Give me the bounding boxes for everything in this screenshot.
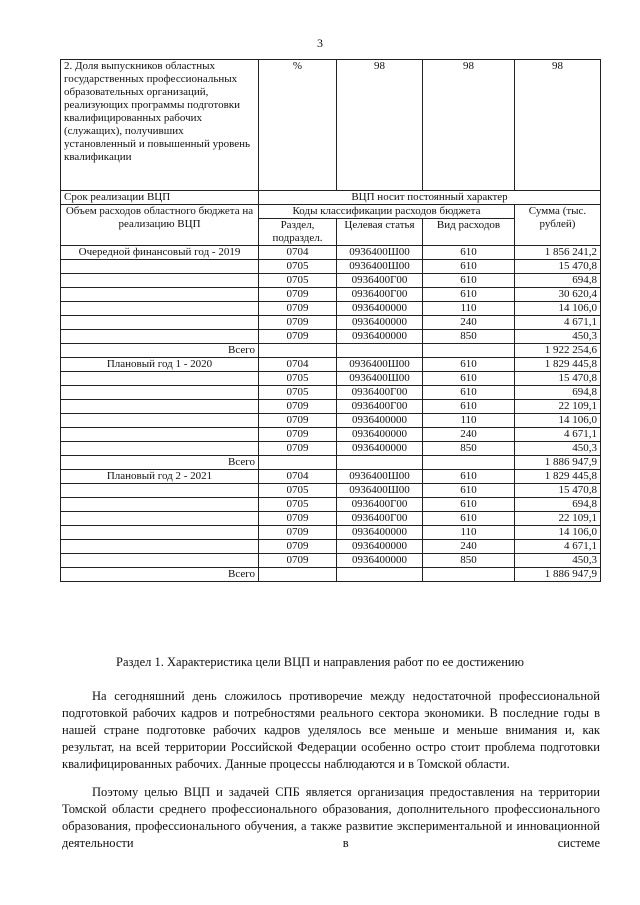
- expense-type: 240: [423, 428, 515, 442]
- period-empty: [61, 512, 259, 526]
- target-code: 0936400Ш00: [337, 372, 423, 386]
- expense-type: 610: [423, 512, 515, 526]
- section-code: 0704: [259, 246, 337, 260]
- target-code: 0936400Ш00: [337, 484, 423, 498]
- table-row: [61, 386, 601, 400]
- table-row: [61, 302, 601, 316]
- table-row: [61, 400, 601, 414]
- amount: 450,3: [515, 330, 601, 344]
- amount: 450,3: [515, 442, 601, 456]
- period-label: Плановый год 2 - 2021: [61, 470, 259, 484]
- term-value: ВЦП носит постоянный характер: [259, 191, 601, 205]
- indicator-value: 98: [515, 60, 601, 191]
- expense-type: 240: [423, 540, 515, 554]
- paragraph-1: На сегодняшний день сложилось противоречие между недостаточной профессиональной подготовкой рабочих кадров и потребностями реального сектора экономики. В последние годы в нашей стране подготовке рабочих кадров уделялось все меньше и меньше внимания и, как результат, на всей территории Российской Федерации особенно остро стоит проблема подготовки квалифицированных рабочих. Данные процессы наблюдаются и в Томской области.: [62, 689, 600, 771]
- expense-type: 610: [423, 246, 515, 260]
- table-row: [61, 512, 601, 526]
- table-row: [61, 484, 601, 498]
- expense-type: 610: [423, 358, 515, 372]
- amount: 694,8: [515, 274, 601, 288]
- section-code: 0709: [259, 288, 337, 302]
- expense-type: 610: [423, 274, 515, 288]
- expense-type: 610: [423, 498, 515, 512]
- table-row: [61, 260, 601, 274]
- target-code: 0936400Ш00: [337, 358, 423, 372]
- total-amount: 1 886 947,9: [515, 568, 601, 582]
- total-empty: [259, 456, 337, 470]
- section-code: 0709: [259, 442, 337, 456]
- expense-type: 850: [423, 330, 515, 344]
- codes-header: Коды классификации расходов бюджета: [259, 205, 515, 219]
- period-label: Плановый год 1 - 2020: [61, 358, 259, 372]
- total-empty: [259, 344, 337, 358]
- term-row: [61, 191, 601, 205]
- section-code: 0709: [259, 428, 337, 442]
- period-empty: [61, 260, 259, 274]
- budget-table-body: [61, 60, 601, 582]
- total-label: Всего: [61, 456, 259, 470]
- indicator-name: 2. Доля выпускников областных государственных профессиональных образовательных организаций, реализующих программы подготовки квалифицированных рабочих (служащих), получивших установленный и повышенный уровень квалификации: [61, 60, 259, 191]
- table-row: [61, 470, 601, 484]
- section-title: Раздел 1. Характеристика цели ВЦП и направления работ по ее достижению: [116, 655, 524, 669]
- section-code: 0705: [259, 260, 337, 274]
- expense-type: 610: [423, 260, 515, 274]
- expense-type: 240: [423, 316, 515, 330]
- paragraph-2: Поэтому целью ВЦП и задачей СПБ является организация предоставления на территории Томской области среднего профессионального образования, дополнительного профессионального образования, профессионального обучения, а также развитие экспериментальной и инновационной деятельности в системе: [62, 785, 600, 850]
- table-row: [61, 540, 601, 554]
- section-code: 0709: [259, 400, 337, 414]
- total-empty: [337, 456, 423, 470]
- section-code: 0709: [259, 316, 337, 330]
- total-amount: 1 922 254,6: [515, 344, 601, 358]
- period-empty: [61, 526, 259, 540]
- indicator-unit: %: [259, 60, 337, 191]
- expense-type: 610: [423, 484, 515, 498]
- section-code: 0709: [259, 512, 337, 526]
- amount: 15 470,8: [515, 260, 601, 274]
- section-code: 0705: [259, 386, 337, 400]
- amount: 22 109,1: [515, 400, 601, 414]
- target-code: 0936400000: [337, 540, 423, 554]
- period-empty: [61, 330, 259, 344]
- table-row: [61, 316, 601, 330]
- expense-type: 610: [423, 470, 515, 484]
- section-code: 0709: [259, 414, 337, 428]
- period-empty: [61, 400, 259, 414]
- period-empty: [61, 540, 259, 554]
- target-code: 0936400Ш00: [337, 470, 423, 484]
- indicator-value: 98: [337, 60, 423, 191]
- section-code: 0705: [259, 274, 337, 288]
- period-empty: [61, 302, 259, 316]
- amount: 694,8: [515, 386, 601, 400]
- target-code: 0936400Ш00: [337, 246, 423, 260]
- indicator-row: [61, 60, 601, 191]
- expense-type: 110: [423, 526, 515, 540]
- period-empty: [61, 288, 259, 302]
- table-row: [61, 330, 601, 344]
- header-row: [61, 205, 601, 219]
- target-code: 0936400000: [337, 302, 423, 316]
- amount: 15 470,8: [515, 372, 601, 386]
- expense-type: 610: [423, 372, 515, 386]
- section-header: Раздел, подраздел.: [259, 219, 337, 246]
- table-row: [61, 414, 601, 428]
- period-empty: [61, 554, 259, 568]
- period-empty: [61, 428, 259, 442]
- total-empty: [423, 456, 515, 470]
- amount: 694,8: [515, 498, 601, 512]
- period-empty: [61, 316, 259, 330]
- expense-type: 110: [423, 414, 515, 428]
- volume-header: Объем расходов областного бюджета на реализацию ВЦП: [61, 205, 259, 246]
- target-code: 0936400000: [337, 442, 423, 456]
- page-number: 3: [317, 36, 323, 50]
- total-row: [61, 568, 601, 582]
- total-row: [61, 344, 601, 358]
- table-row: [61, 554, 601, 568]
- target-code: 0936400Г00: [337, 274, 423, 288]
- expense-type: 610: [423, 400, 515, 414]
- total-empty: [259, 568, 337, 582]
- total-row: [61, 456, 601, 470]
- total-label: Всего: [61, 344, 259, 358]
- period-empty: [61, 386, 259, 400]
- period-empty: [61, 274, 259, 288]
- section-code: 0709: [259, 554, 337, 568]
- target-code: 0936400000: [337, 428, 423, 442]
- section-code: 0704: [259, 358, 337, 372]
- expense-type: 610: [423, 386, 515, 400]
- table-row: [61, 372, 601, 386]
- table-row: [61, 246, 601, 260]
- term-label: Срок реализации ВЦП: [61, 191, 259, 205]
- section-code: 0709: [259, 330, 337, 344]
- amount: 1 829 445,8: [515, 358, 601, 372]
- section-code: 0709: [259, 302, 337, 316]
- period-empty: [61, 372, 259, 386]
- amount: 22 109,1: [515, 512, 601, 526]
- amount: 4 671,1: [515, 540, 601, 554]
- target-code: 0936400000: [337, 414, 423, 428]
- period-empty: [61, 498, 259, 512]
- amount: 4 671,1: [515, 428, 601, 442]
- section-code: 0709: [259, 526, 337, 540]
- total-empty: [337, 344, 423, 358]
- amount: 1 856 241,2: [515, 246, 601, 260]
- amount: 4 671,1: [515, 316, 601, 330]
- total-amount: 1 886 947,9: [515, 456, 601, 470]
- target-header: Целевая статья: [337, 219, 423, 246]
- amount: 14 106,0: [515, 526, 601, 540]
- type-header: Вид расходов: [423, 219, 515, 246]
- target-code: 0936400Г00: [337, 288, 423, 302]
- target-code: 0936400Г00: [337, 498, 423, 512]
- table-row: [61, 526, 601, 540]
- section-code: 0705: [259, 484, 337, 498]
- section-code: 0704: [259, 470, 337, 484]
- total-empty: [337, 568, 423, 582]
- table-row: [61, 358, 601, 372]
- table-row: [61, 274, 601, 288]
- expense-type: 610: [423, 288, 515, 302]
- period-empty: [61, 484, 259, 498]
- period-empty: [61, 414, 259, 428]
- amount: 14 106,0: [515, 302, 601, 316]
- table-row: [61, 288, 601, 302]
- table-row: [61, 442, 601, 456]
- section-code: 0705: [259, 498, 337, 512]
- expense-type: 850: [423, 442, 515, 456]
- section-code: 0705: [259, 372, 337, 386]
- expense-type: 110: [423, 302, 515, 316]
- period-empty: [61, 442, 259, 456]
- total-empty: [423, 344, 515, 358]
- sum-header: Сумма (тыс. рублей): [515, 205, 601, 246]
- target-code: 0936400Г00: [337, 512, 423, 526]
- table-row: [61, 428, 601, 442]
- total-label: Всего: [61, 568, 259, 582]
- table-row: [61, 498, 601, 512]
- target-code: 0936400Ш00: [337, 260, 423, 274]
- period-label: Очередной финансовый год - 2019: [61, 246, 259, 260]
- amount: 15 470,8: [515, 484, 601, 498]
- target-code: 0936400000: [337, 316, 423, 330]
- total-empty: [423, 568, 515, 582]
- amount: 450,3: [515, 554, 601, 568]
- budget-table: [60, 59, 601, 582]
- indicator-value: 98: [423, 60, 515, 191]
- expense-type: 850: [423, 554, 515, 568]
- target-code: 0936400Г00: [337, 400, 423, 414]
- target-code: 0936400Г00: [337, 386, 423, 400]
- target-code: 0936400000: [337, 330, 423, 344]
- amount: 1 829 445,8: [515, 470, 601, 484]
- amount: 14 106,0: [515, 414, 601, 428]
- target-code: 0936400000: [337, 526, 423, 540]
- amount: 30 620,4: [515, 288, 601, 302]
- target-code: 0936400000: [337, 554, 423, 568]
- section-code: 0709: [259, 540, 337, 554]
